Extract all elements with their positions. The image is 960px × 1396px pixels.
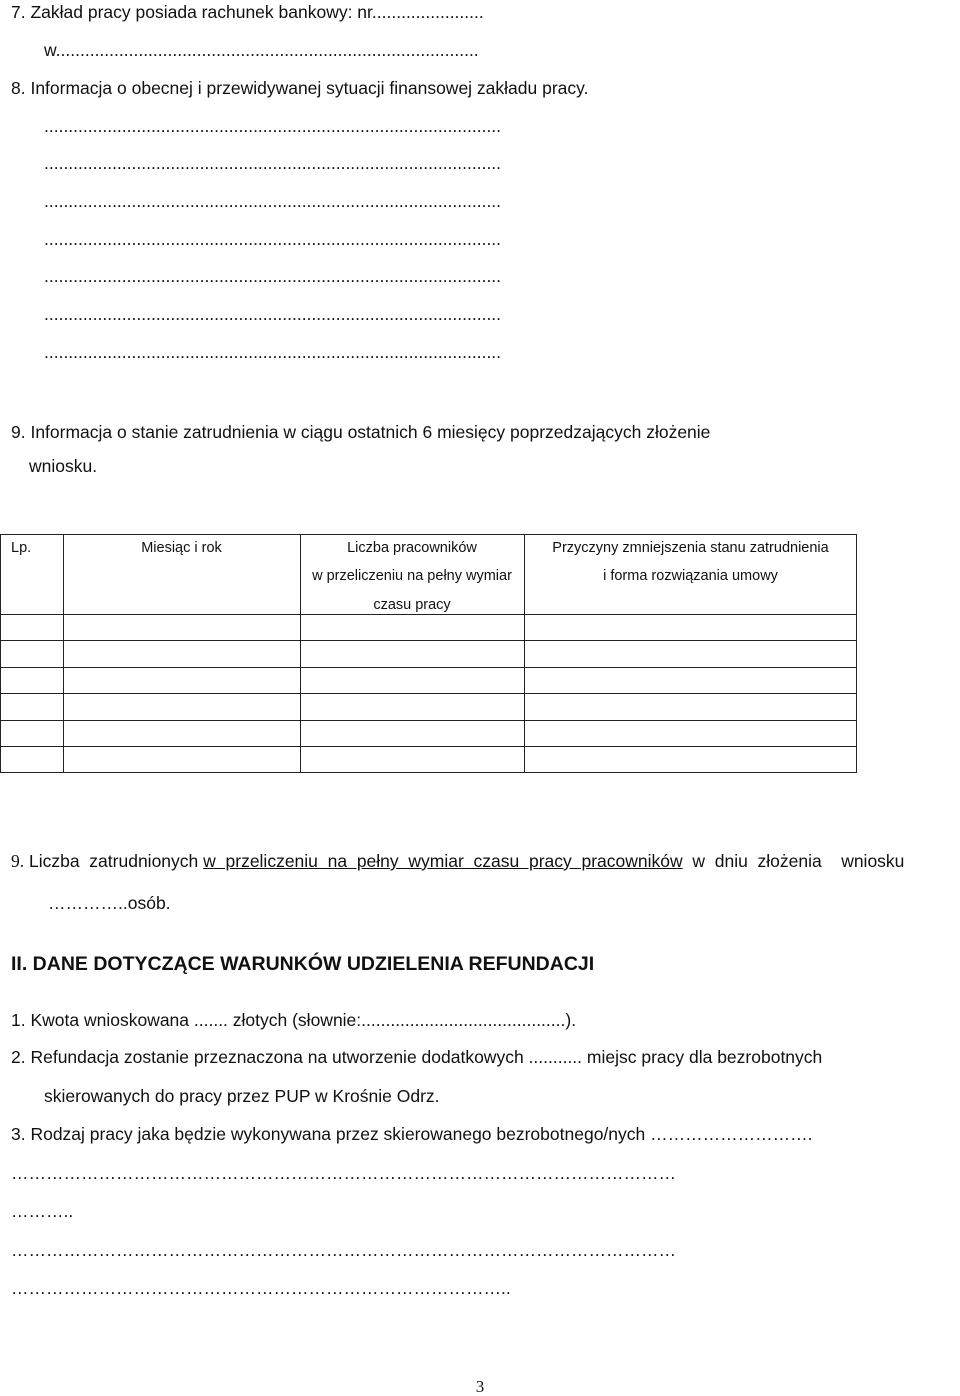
- section-7-line-1: 7. Zakład pracy posiada rachunek bankowy: nr.......................: [11, 2, 484, 22]
- section-ii-item-3-line-1: 3. Rodzaj pracy jaka będzie wykonywana przez skierowanego bezrobotnego/nych ……………………….: [11, 1124, 813, 1144]
- section-7-line-2: w.......................................................................................: [44, 40, 479, 60]
- row-divider: [1, 640, 856, 641]
- row-divider: [1, 614, 856, 615]
- dotted-line: ..............................................................................................: [44, 229, 502, 249]
- dotted-line: ..............................................................................................: [44, 342, 502, 362]
- dotted-line: …………………………………………………………………………..: [11, 1278, 511, 1298]
- section-9b-number: 9.: [11, 851, 25, 871]
- section-9b-line-2: …………..osób.: [48, 893, 171, 913]
- header-count-line-3: czasu pracy: [373, 597, 451, 613]
- employment-table: [0, 534, 857, 773]
- dotted-line: ……………………………………………………………………………………………………: [11, 1240, 676, 1260]
- row-divider: [1, 720, 856, 721]
- dotted-line: ..............................................................................................: [44, 266, 502, 286]
- section-ii-item-1: 1. Kwota wnioskowana ....... złotych (słownie:..........................................).: [11, 1010, 577, 1030]
- section-9b-line-1: [11, 853, 958, 871]
- section-9-title-line-1: 9. Informacja o stanie zatrudnienia w ciągu ostatnich 6 miesięcy poprzedzających złożenie: [11, 422, 711, 442]
- page-number: 3: [475, 1377, 485, 1396]
- section-ii-item-2-line-2: skierowanych do pracy przez PUP w Krośnie Odrz.: [44, 1086, 440, 1106]
- header-lp: Lp.: [11, 540, 32, 556]
- header-reasons-line-1: Przyczyny zmniejszenia stanu zatrudnienia: [552, 540, 829, 556]
- section-9b-part-1: Liczba zatrudnionych: [29, 851, 204, 871]
- row-divider: [1, 667, 856, 668]
- row-divider: [1, 693, 856, 694]
- section-9b-underlined: w przeliczeniu na pełny wymiar czasu pracy pracowników: [203, 851, 683, 871]
- header-month: Miesiąc i rok: [141, 540, 222, 556]
- dotted-line: ..............................................................................................: [44, 191, 502, 211]
- column-divider: [63, 535, 64, 772]
- header-count-line-1: Liczba pracowników: [347, 540, 477, 556]
- dotted-line: ..............................................................................................: [44, 304, 502, 324]
- section-ii-heading: II. DANE DOTYCZĄCE WARUNKÓW UDZIELENIA REFUNDACJI: [11, 953, 595, 975]
- header-reasons-line-2: i forma rozwiązania umowy: [603, 568, 778, 584]
- dotted-line: ..............................................................................................: [44, 153, 502, 173]
- section-9b-part-2: w dniu złożenia wniosku: [682, 851, 905, 871]
- section-9-title-line-2: wniosku.: [29, 456, 98, 476]
- dotted-line: ………..: [11, 1201, 74, 1221]
- dotted-line: ……………………………………………………………………………………………………: [11, 1163, 676, 1183]
- section-8-title: 8. Informacja o obecnej i przewidywanej sytuacji finansowej zakładu pracy.: [11, 78, 589, 98]
- dotted-line: ..............................................................................................: [44, 116, 502, 136]
- section-ii-item-2-line-1: 2. Refundacja zostanie przeznaczona na utworzenie dodatkowych ........... miejsc pracy dla bezrobotnych: [11, 1047, 823, 1067]
- row-divider: [1, 746, 856, 747]
- header-count-line-2: w przeliczeniu na pełny wymiar: [312, 568, 512, 584]
